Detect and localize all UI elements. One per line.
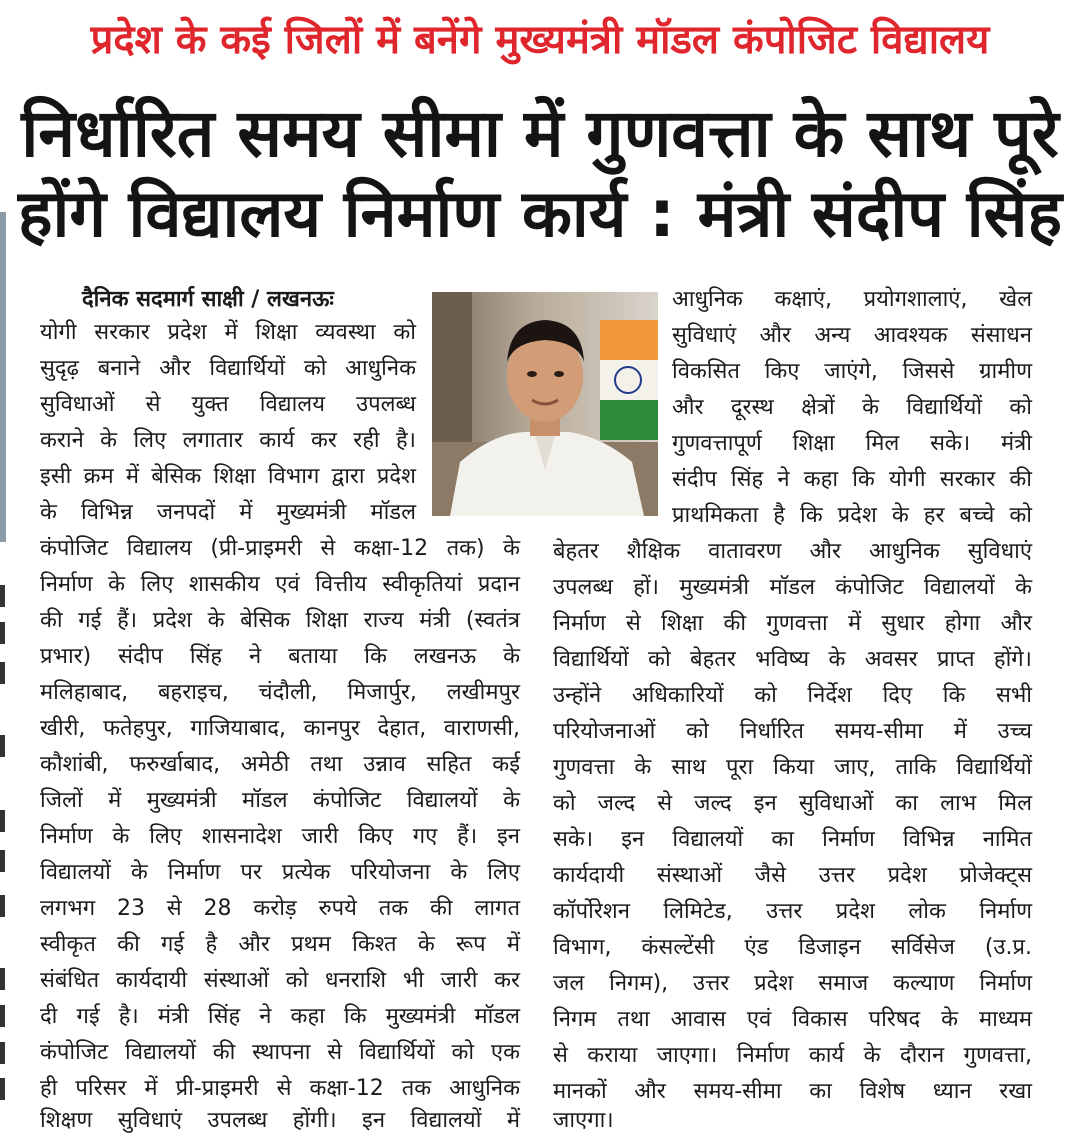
body-line: से कराया जाएगा। निर्माण कार्य के दौरान गुणवत्ता, [553,1043,1032,1068]
minister-photo [432,292,658,516]
body-line: उन्होंने अधिकारियों को निर्देश दिए कि सभी [553,683,1032,708]
body-line: की गई हैं। प्रदेश के बेसिक शिक्षा राज्य मंत्री (स्वतंत्र [40,608,520,633]
body-line: शिक्षण सुविधाएं उपलब्ध होंगी। इन विद्यालयों में [40,1108,520,1133]
body-line: निर्माण के लिए शासकीय एवं वित्तीय स्वीकृतियां प्रदान [40,572,520,597]
body-line: संबंधित कार्यदायी संस्थाओं को धनराशि भी जारी कर [40,968,520,993]
body-line: उपलब्ध हों। मुख्यमंत्री मॉडल कंपोजिट विद्यालयों के [553,575,1032,600]
body-line: गुणवत्ता के साथ पूरा किया जाए, ताकि विद्यार्थियों [553,755,1032,780]
adjacent-article-photo-fragment [0,212,6,542]
body-line: ही परिसर में प्री-प्राइमरी से कक्षा-12 तक आधुनिक [40,1076,520,1101]
body-line: निर्माण के लिए शासनादेश जारी किए गए हैं। इन [40,824,520,849]
body-line: सुविधाओं से युक्त विद्यालय उपलब्ध [40,392,416,417]
body-line: कौशांबी, फरुर्खाबाद, अमेठी तथा उन्नाव सहित कई [40,752,520,777]
body-line: प्राथमिकता है कि प्रदेश के हर बच्चे को [672,503,1032,528]
body-line: मानकों और समय-सीमा का विशेष ध्यान रखा [553,1079,1032,1104]
body-line: विद्यालयों के निर्माण पर प्रत्येक परियोजना के लिए [40,860,520,885]
body-line: इसी क्रम में बेसिक शिक्षा विभाग द्वारा प्रदेश [40,464,416,489]
body-line: सके। इन विद्यालयों का निर्माण विभिन्न नामित [553,827,1032,852]
body-line: लगभग 23 से 28 करोड़ रुपये तक की लागत [40,896,520,921]
body-line: कराने के लिए लगातार कार्य कर रही है। [40,428,416,453]
body-line: कंपोजिट विद्यालयों की स्थापना से विद्यार्थियों को एक [40,1040,520,1065]
body-line: जल निगम), उत्तर प्रदेश समाज कल्याण निर्माण [553,971,1032,996]
body-line: कार्यदायी संस्थाओं जैसे उत्तर प्रदेश प्रोजेक्ट्स [553,863,1032,888]
body-line: बेहतर शैक्षिक वातावरण और आधुनिक सुविधाएं [553,539,1032,564]
body-line: जिलों में मुख्यमंत्री मॉडल कंपोजिट विद्यालयों के [40,788,520,813]
body-line: को जल्द से जल्द इन सुविधाओं का लाभ मिल [553,791,1032,816]
body-line: निगम तथा आवास एवं विकास परिषद के माध्यम [553,1007,1032,1032]
body-line: सुदृढ़ बनाने और विद्यार्थियों को आधुनिक [40,356,416,381]
body-line: कॉर्पोरेशन लिमिटेड, उत्तर प्रदेश लोक निर्माण [553,899,1032,924]
body-line: प्रभार) संदीप सिंह ने बताया कि लखनऊ के [40,644,520,669]
body-line: मलिहाबाद, बहराइच, चंदौली, मिजार्पुर, लखीमपुर [40,680,520,705]
body-line: सुविधाएं और अन्य आवश्यक संसाधन [672,323,1032,348]
body-line: विभाग, कंसल्टेंसी एंड डिजाइन सर्विसेज (उ.प्र. [553,935,1032,960]
headline-line-2: होंगे विद्यालय निर्माण कार्य : मंत्री संदीप सिंह [17,177,1063,252]
body-line: स्वीकृत की गई है और प्रथम किश्त के रूप में [40,932,520,957]
dateline: दैनिक सदमार्ग साक्षी / लखनऊः [82,287,334,312]
body-line: खीरी, फतेहपुर, गाजियाबाद, कानपुर देहात, वाराणसी, [40,716,520,741]
body-line: गुणवत्तापूर्ण शिक्षा मिल सके। मंत्री [672,431,1032,456]
body-line: परियोजनाओं को निर्धारित समय-सीमा में उच्च [553,719,1032,744]
body-line: विकसित किए जाएंगे, जिससे ग्रामीण [672,359,1032,384]
person-photo-icon [432,292,658,516]
body-line: विद्यार्थियों को बेहतर भविष्य के अवसर प्राप्त होंगे। [553,647,1032,672]
body-line: आधुनिक कक्षाएं, प्रयोगशालाएं, खेल [672,287,1032,312]
body-line: निर्माण से शिक्षा की गुणवत्ता में सुधार होगा और [553,611,1032,636]
body-line: दी गई है। मंत्री सिंह ने कहा कि मुख्यमंत्री मॉडल [40,1004,520,1029]
body-line: और दूरस्थ क्षेत्रों के विद्यार्थियों को [672,395,1032,420]
body-line: जाएगा। [553,1108,614,1133]
headline-line-1: निर्धारित समय सीमा में गुणवत्ता के साथ पूरे [21,95,1059,172]
kicker-headline: प्रदेश के कई जिलों में बनेंगे मुख्यमंत्री मॉडल कंपोजिट विद्यालय [90,17,990,63]
body-line: संदीप सिंह ने कहा कि योगी सरकार की [672,467,1032,492]
body-line: कंपोजिट विद्यालय (प्री-प्राइमरी से कक्षा-12 तक) के [40,536,520,561]
body-line: के विभिन्न जनपदों में मुख्यमंत्री मॉडल [40,500,416,525]
body-line: योगी सरकार प्रदेश में शिक्षा व्यवस्था को [40,320,416,345]
